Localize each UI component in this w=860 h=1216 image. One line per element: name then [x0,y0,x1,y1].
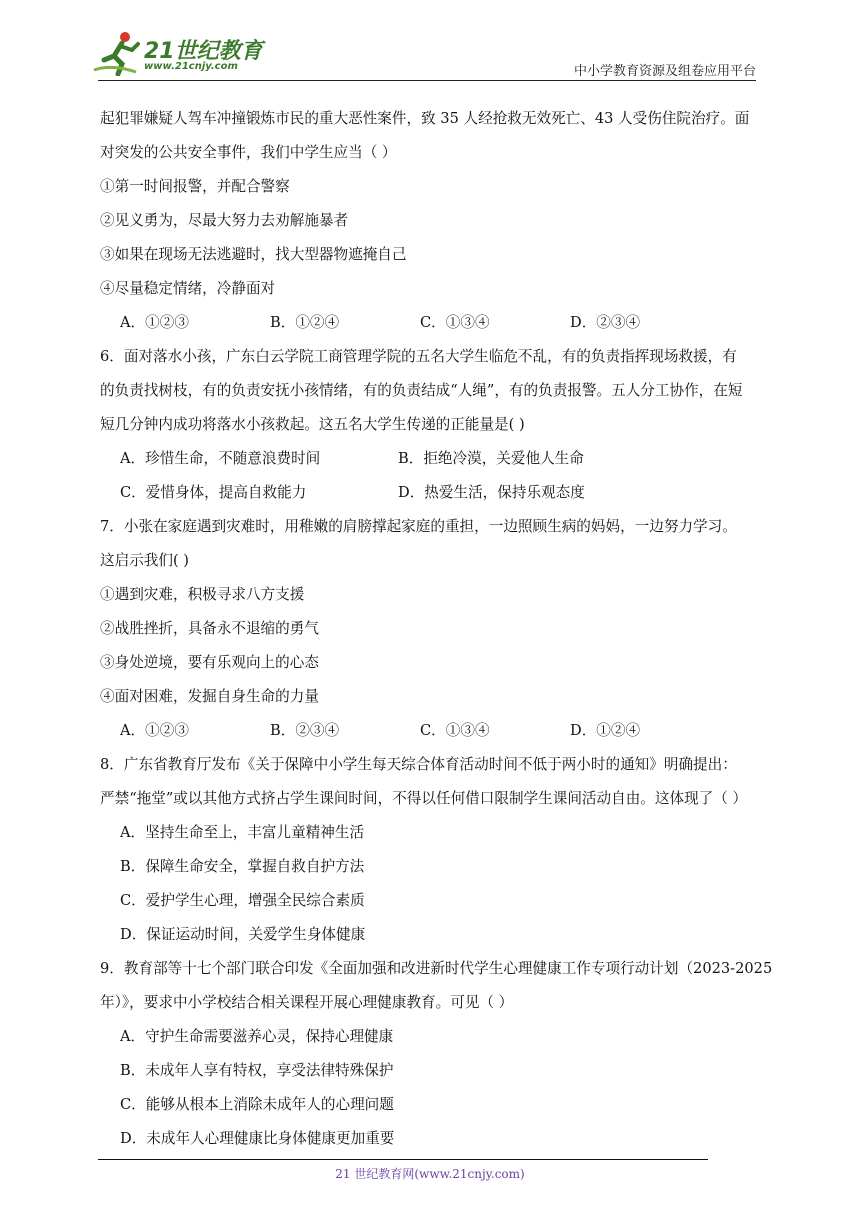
option-c[interactable]: C．爱惜身体，提高自救能力 [120,484,307,501]
platform-name: 中小学教育资源及组卷应用平台 [573,64,756,79]
option-d[interactable]: D．①②④ [570,722,641,739]
statement-item: ③如果在现场无法逃避时，找大型器物遮掩自己 [100,246,407,263]
statement-item: ③身处逆境，要有乐观向上的心态 [100,654,319,671]
statement-item: ①遇到灾难，积极寻求八方支援 [100,586,305,603]
option-b[interactable]: B．②③④ [270,722,340,739]
statement-item: ②战胜挫折，具备永不退缩的勇气 [100,620,319,637]
statement-item: ④面对困难，发掘自身生命的力量 [100,688,319,705]
page-header [0,0,860,84]
option-d[interactable]: D．未成年人心理健康比身体健康更加重要 [120,1130,395,1147]
option-a[interactable]: A．珍惜生命，不随意浪费时间 [120,450,321,467]
question-text-line: 严禁“拖堂”或以其他方式挤占学生课间时间，不得以任何借口限制学生课间活动自由。这体现了（ ） [100,790,748,807]
footer-site[interactable]: 21 世纪教育网(www.21cnjy.com) [335,1167,525,1181]
question-text-line: 这启示我们( ) [100,552,189,569]
logo-text: 21世纪教育 [144,39,263,64]
option-a[interactable]: A．①②③ [120,314,189,331]
option-c[interactable]: C．①③④ [420,314,490,331]
option-b[interactable]: B．①②④ [270,314,340,331]
option-c[interactable]: C．能够从根本上消除未成年人的心理问题 [120,1096,394,1113]
option-c[interactable]: C．爱护学生心理，增强全民综合素质 [120,892,365,909]
answer-options [100,442,768,476]
option-c[interactable]: C．①③④ [420,722,490,739]
option-d[interactable]: D．热爱生活，保持乐观态度 [398,484,585,501]
question-text-line: 7．小张在家庭遇到灾难时，用稚嫩的肩膀撑起家庭的重担，一边照顾生病的妈妈，一边努力学习。 [100,518,737,535]
option-b[interactable]: B．未成年人享有特权，享受法律特殊保护 [120,1062,394,1079]
question-content [100,102,773,1156]
footer-divider [98,1159,708,1160]
option-a[interactable]: A．坚持生命至上，丰富儿童精神生活 [120,824,365,841]
answer-options [100,714,768,748]
question-text-line: 6．面对落水小孩，广东白云学院工商管理学院的五名大学生临危不乱，有的负责指挥现场救援，有 [100,348,737,365]
header-divider [98,80,756,81]
question-text-line: 的负责找树枝，有的负责安抚小孩情绪，有的负责结成“人绳”，有的负责报警。五人分工协作，在短 [100,382,743,399]
question-text-line: 短几分钟内成功将落水小孩救起。这五名大学生传递的正能量是( ) [100,416,525,433]
site-logo[interactable] [92,30,262,80]
question-text-line: 对突发的公共安全事件，我们中学生应当（ ） [100,144,397,161]
question-text-line: 起犯罪嫌疑人驾车冲撞锻炼市民的重大恶性案件，致 35 人经抢救无效死亡、43 人受伤住院治疗。面 [100,110,750,127]
logo-url: www.21cnjy.com [144,61,238,72]
answer-options [100,306,768,340]
option-b[interactable]: B．拒绝冷漠，关爱他人生命 [398,450,584,467]
option-b[interactable]: B．保障生命安全，掌握自救自护方法 [120,858,365,875]
statement-item: ①第一时间报警，并配合警察 [100,178,290,195]
option-a[interactable]: A．守护生命需要滋养心灵，保持心理健康 [120,1028,394,1045]
question-text-line: 9．教育部等十七个部门联合印发《全面加强和改进新时代学生心理健康工作专项行动计划（2023-2025 [100,960,773,977]
runner-logo-icon [92,30,144,76]
statement-item: ④尽量稳定情绪，冷静面对 [100,280,276,297]
answer-options [100,476,768,510]
option-d[interactable]: D．②③④ [570,314,641,331]
option-d[interactable]: D．保证运动时间，关爱学生身体健康 [120,926,366,943]
option-a[interactable]: A．①②③ [120,722,189,739]
question-text-line: 8．广东省教育厅发布《关于保障中小学生每天综合体育活动时间不低于两小时的通知》明确提出： [100,756,737,773]
question-text-line: 年）》，要求中小学校结合相关课程开展心理健康教育。可见（ ） [100,994,514,1011]
statement-item: ②见义勇为，尽最大努力去劝解施暴者 [100,212,349,229]
